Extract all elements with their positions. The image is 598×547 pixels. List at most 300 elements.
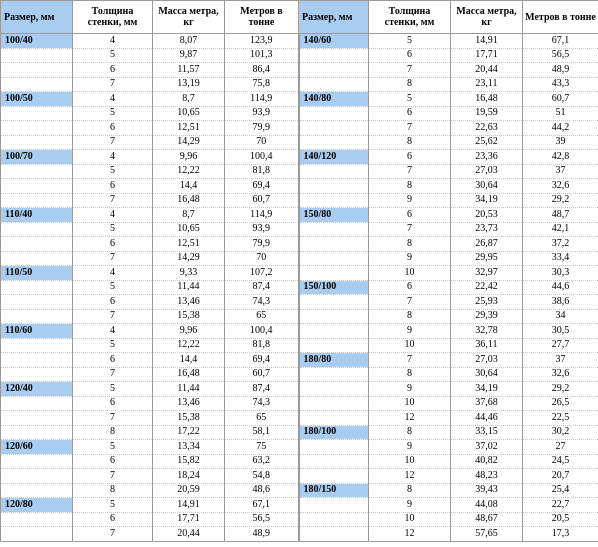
- right-size-cell: 180/150: [299, 483, 369, 498]
- header-size-right: Размер, мм: [299, 1, 369, 34]
- left-mass-per-meter-cell: 11,57: [153, 63, 225, 78]
- right-mass-per-meter-cell: 23,36: [451, 150, 523, 165]
- left-wall-thickness-cell: 4: [73, 324, 153, 339]
- left-meters-per-ton-cell: 74,3: [225, 295, 299, 310]
- table-row: [1, 309, 598, 324]
- left-mass-per-meter-cell: 9,87: [153, 48, 225, 63]
- right-wall-thickness-cell: 10: [369, 338, 451, 353]
- left-mass-per-meter-cell: 12,51: [153, 121, 225, 136]
- left-meters-per-ton-cell: 87,4: [225, 280, 299, 295]
- left-meters-per-ton-cell: 69,4: [225, 179, 299, 194]
- left-size-cell: [1, 425, 73, 440]
- left-meters-per-ton-cell: 56,5: [225, 512, 299, 527]
- left-wall-thickness-cell: 7: [73, 251, 153, 266]
- table-row: [1, 440, 598, 455]
- table-row: [1, 164, 598, 179]
- right-wall-thickness-cell: 6: [369, 48, 451, 63]
- left-wall-thickness-cell: 6: [73, 353, 153, 368]
- right-size-cell: [299, 63, 369, 78]
- right-wall-thickness-cell: 8: [369, 367, 451, 382]
- right-size-cell: [299, 469, 369, 484]
- right-wall-thickness-cell: 6: [369, 106, 451, 121]
- left-size-cell: [1, 106, 73, 121]
- right-size-cell: [299, 309, 369, 324]
- left-size-cell: 100/70: [1, 150, 73, 165]
- left-meters-per-ton-cell: 100,4: [225, 150, 299, 165]
- table-row: [1, 382, 598, 397]
- right-mass-per-meter-cell: 34,19: [451, 382, 523, 397]
- left-mass-per-meter-cell: 11,44: [153, 382, 225, 397]
- right-mass-per-meter-cell: 40,82: [451, 454, 523, 469]
- table-row: [1, 121, 598, 136]
- right-meters-per-ton-cell: 44,6: [523, 280, 598, 295]
- left-size-cell: [1, 483, 73, 498]
- right-meters-per-ton-cell: 20,5: [523, 512, 598, 527]
- left-size-cell: [1, 411, 73, 426]
- right-meters-per-ton-cell: 48,7: [523, 208, 598, 223]
- right-size-cell: [299, 48, 369, 63]
- header-meters-right: Метров в тонне: [523, 1, 598, 34]
- right-mass-per-meter-cell: 44,08: [451, 498, 523, 513]
- right-mass-per-meter-cell: 22,42: [451, 280, 523, 295]
- right-mass-per-meter-cell: 57,65: [451, 527, 523, 542]
- table-row: [1, 498, 598, 513]
- right-size-cell: [299, 338, 369, 353]
- left-meters-per-ton-cell: 87,4: [225, 382, 299, 397]
- right-mass-per-meter-cell: 25,93: [451, 295, 523, 310]
- right-meters-per-ton-cell: 51: [523, 106, 598, 121]
- left-wall-thickness-cell: 5: [73, 164, 153, 179]
- left-mass-per-meter-cell: 13,34: [153, 440, 225, 455]
- left-mass-per-meter-cell: 16,48: [153, 193, 225, 208]
- header-row: [1, 1, 598, 34]
- right-size-cell: 180/100: [299, 425, 369, 440]
- left-meters-per-ton-cell: 48,9: [225, 527, 299, 542]
- left-mass-per-meter-cell: 13,46: [153, 396, 225, 411]
- left-mass-per-meter-cell: 8,7: [153, 92, 225, 107]
- right-meters-per-ton-cell: 27: [523, 440, 598, 455]
- left-size-cell: 120/80: [1, 498, 73, 513]
- right-meters-per-ton-cell: 37,2: [523, 237, 598, 252]
- left-mass-per-meter-cell: 12,22: [153, 338, 225, 353]
- right-mass-per-meter-cell: 22,63: [451, 121, 523, 136]
- left-wall-thickness-cell: 7: [73, 193, 153, 208]
- left-wall-thickness-cell: 5: [73, 498, 153, 513]
- left-meters-per-ton-cell: 65: [225, 309, 299, 324]
- right-wall-thickness-cell: 7: [369, 63, 451, 78]
- right-wall-thickness-cell: 10: [369, 454, 451, 469]
- right-wall-thickness-cell: 8: [369, 425, 451, 440]
- right-mass-per-meter-cell: 32,78: [451, 324, 523, 339]
- right-meters-per-ton-cell: 26,5: [523, 396, 598, 411]
- right-size-cell: [299, 367, 369, 382]
- right-size-cell: [299, 164, 369, 179]
- left-mass-per-meter-cell: 10,65: [153, 222, 225, 237]
- right-wall-thickness-cell: 9: [369, 498, 451, 513]
- table-row: [1, 353, 598, 368]
- left-mass-per-meter-cell: 17,71: [153, 512, 225, 527]
- left-mass-per-meter-cell: 13,19: [153, 77, 225, 92]
- left-meters-per-ton-cell: 63,2: [225, 454, 299, 469]
- left-wall-thickness-cell: 6: [73, 454, 153, 469]
- left-meters-per-ton-cell: 75,8: [225, 77, 299, 92]
- right-wall-thickness-cell: 8: [369, 309, 451, 324]
- table-row: [1, 63, 598, 78]
- right-mass-per-meter-cell: 37,02: [451, 440, 523, 455]
- right-size-cell: [299, 77, 369, 92]
- right-meters-per-ton-cell: 42,1: [523, 222, 598, 237]
- left-size-cell: [1, 164, 73, 179]
- right-meters-per-ton-cell: 29,2: [523, 193, 598, 208]
- table-row: [1, 527, 598, 542]
- left-meters-per-ton-cell: 65: [225, 411, 299, 426]
- right-mass-per-meter-cell: 20,53: [451, 208, 523, 223]
- right-meters-per-ton-cell: 37: [523, 164, 598, 179]
- right-mass-per-meter-cell: 27,03: [451, 164, 523, 179]
- header-wall-right: Толщина стенки, мм: [369, 1, 451, 34]
- right-meters-per-ton-cell: 33,4: [523, 251, 598, 266]
- right-mass-per-meter-cell: 27,03: [451, 353, 523, 368]
- left-meters-per-ton-cell: 93,9: [225, 222, 299, 237]
- left-meters-per-ton-cell: 79,9: [225, 121, 299, 136]
- right-meters-per-ton-cell: 34: [523, 309, 598, 324]
- left-size-cell: [1, 63, 73, 78]
- left-meters-per-ton-cell: 86,4: [225, 63, 299, 78]
- right-size-cell: [299, 106, 369, 121]
- left-mass-per-meter-cell: 14,91: [153, 498, 225, 513]
- left-wall-thickness-cell: 5: [73, 382, 153, 397]
- left-meters-per-ton-cell: 100,4: [225, 324, 299, 339]
- left-wall-thickness-cell: 6: [73, 396, 153, 411]
- left-wall-thickness-cell: 7: [73, 135, 153, 150]
- left-wall-thickness-cell: 6: [73, 237, 153, 252]
- left-size-cell: [1, 396, 73, 411]
- table-row: [1, 454, 598, 469]
- right-size-cell: [299, 222, 369, 237]
- right-meters-per-ton-cell: 48,9: [523, 63, 598, 78]
- table-row: [1, 193, 598, 208]
- left-mass-per-meter-cell: 8,7: [153, 208, 225, 223]
- right-meters-per-ton-cell: 25,4: [523, 483, 598, 498]
- right-wall-thickness-cell: 9: [369, 324, 451, 339]
- table-row: [1, 425, 598, 440]
- right-size-cell: [299, 266, 369, 281]
- left-meters-per-ton-cell: 60,7: [225, 193, 299, 208]
- right-mass-per-meter-cell: 23,73: [451, 222, 523, 237]
- right-wall-thickness-cell: 8: [369, 237, 451, 252]
- left-mass-per-meter-cell: 11,44: [153, 280, 225, 295]
- left-wall-thickness-cell: 8: [73, 483, 153, 498]
- left-wall-thickness-cell: 7: [73, 367, 153, 382]
- right-meters-per-ton-cell: 44,2: [523, 121, 598, 136]
- left-wall-thickness-cell: 4: [73, 266, 153, 281]
- left-meters-per-ton-cell: 69,4: [225, 353, 299, 368]
- left-mass-per-meter-cell: 15,82: [153, 454, 225, 469]
- right-wall-thickness-cell: 12: [369, 527, 451, 542]
- table-row: [1, 483, 598, 498]
- left-mass-per-meter-cell: 9,96: [153, 324, 225, 339]
- left-size-cell: [1, 121, 73, 136]
- table-row: [1, 512, 598, 527]
- left-size-cell: 110/50: [1, 266, 73, 281]
- right-mass-per-meter-cell: 48,23: [451, 469, 523, 484]
- table-row: [1, 179, 598, 194]
- left-mass-per-meter-cell: 9,96: [153, 150, 225, 165]
- left-wall-thickness-cell: 7: [73, 77, 153, 92]
- right-size-cell: [299, 498, 369, 513]
- left-wall-thickness-cell: 4: [73, 208, 153, 223]
- left-meters-per-ton-cell: 81,8: [225, 164, 299, 179]
- right-mass-per-meter-cell: 32,97: [451, 266, 523, 281]
- right-wall-thickness-cell: 9: [369, 193, 451, 208]
- right-size-cell: 150/100: [299, 280, 369, 295]
- left-meters-per-ton-cell: 70: [225, 135, 299, 150]
- left-size-cell: 110/60: [1, 324, 73, 339]
- left-meters-per-ton-cell: 58,1: [225, 425, 299, 440]
- left-meters-per-ton-cell: 60,7: [225, 367, 299, 382]
- left-size-cell: 100/50: [1, 92, 73, 107]
- right-wall-thickness-cell: 5: [369, 92, 451, 107]
- left-meters-per-ton-cell: 48,6: [225, 483, 299, 498]
- left-meters-per-ton-cell: 114,9: [225, 208, 299, 223]
- left-size-cell: [1, 179, 73, 194]
- right-wall-thickness-cell: 6: [369, 280, 451, 295]
- right-wall-thickness-cell: 12: [369, 469, 451, 484]
- right-meters-per-ton-cell: 32,6: [523, 179, 598, 194]
- right-meters-per-ton-cell: 17,3: [523, 527, 598, 542]
- right-size-cell: [299, 411, 369, 426]
- left-wall-thickness-cell: 4: [73, 150, 153, 165]
- left-wall-thickness-cell: 7: [73, 469, 153, 484]
- header-mass-right: Масса метра, кг: [451, 1, 523, 34]
- left-mass-per-meter-cell: 12,51: [153, 237, 225, 252]
- left-mass-per-meter-cell: 13,46: [153, 295, 225, 310]
- right-meters-per-ton-cell: 20,7: [523, 469, 598, 484]
- left-mass-per-meter-cell: 14,4: [153, 179, 225, 194]
- right-mass-per-meter-cell: 29,95: [451, 251, 523, 266]
- right-size-cell: [299, 382, 369, 397]
- right-wall-thickness-cell: 7: [369, 295, 451, 310]
- right-mass-per-meter-cell: 48,67: [451, 512, 523, 527]
- left-meters-per-ton-cell: 93,9: [225, 106, 299, 121]
- table-row: [1, 266, 598, 281]
- right-wall-thickness-cell: 6: [369, 208, 451, 223]
- right-mass-per-meter-cell: 29,39: [451, 309, 523, 324]
- right-mass-per-meter-cell: 44,46: [451, 411, 523, 426]
- right-meters-per-ton-cell: 22,7: [523, 498, 598, 513]
- table-row: [1, 135, 598, 150]
- right-mass-per-meter-cell: 16,48: [451, 92, 523, 107]
- left-wall-thickness-cell: 6: [73, 295, 153, 310]
- table-row: [1, 92, 598, 107]
- left-size-cell: [1, 237, 73, 252]
- right-size-cell: [299, 121, 369, 136]
- right-mass-per-meter-cell: 36,11: [451, 338, 523, 353]
- right-meters-per-ton-cell: 56,5: [523, 48, 598, 63]
- right-size-cell: [299, 193, 369, 208]
- left-size-cell: [1, 353, 73, 368]
- right-meters-per-ton-cell: 30,2: [523, 425, 598, 440]
- left-wall-thickness-cell: 5: [73, 440, 153, 455]
- right-mass-per-meter-cell: 37,68: [451, 396, 523, 411]
- right-meters-per-ton-cell: 43,3: [523, 77, 598, 92]
- table-row: [1, 251, 598, 266]
- right-mass-per-meter-cell: 26,87: [451, 237, 523, 252]
- right-size-cell: 140/60: [299, 34, 369, 49]
- right-meters-per-ton-cell: 67,1: [523, 34, 598, 49]
- table-row: [1, 222, 598, 237]
- left-meters-per-ton-cell: 67,1: [225, 498, 299, 513]
- left-wall-thickness-cell: 5: [73, 280, 153, 295]
- left-mass-per-meter-cell: 12,22: [153, 164, 225, 179]
- table-row: [1, 48, 598, 63]
- left-size-cell: 120/60: [1, 440, 73, 455]
- right-size-cell: [299, 251, 369, 266]
- left-size-cell: [1, 469, 73, 484]
- right-wall-thickness-cell: 9: [369, 440, 451, 455]
- header-meters-left: Метров в тонне: [225, 1, 299, 34]
- right-meters-per-ton-cell: 30,3: [523, 266, 598, 281]
- left-size-cell: [1, 77, 73, 92]
- left-size-cell: 100/40: [1, 34, 73, 49]
- left-size-cell: [1, 338, 73, 353]
- right-size-cell: [299, 179, 369, 194]
- right-size-cell: [299, 396, 369, 411]
- right-wall-thickness-cell: 6: [369, 150, 451, 165]
- right-wall-thickness-cell: 8: [369, 179, 451, 194]
- left-meters-per-ton-cell: 81,8: [225, 338, 299, 353]
- left-meters-per-ton-cell: 107,2: [225, 266, 299, 281]
- left-size-cell: [1, 295, 73, 310]
- right-size-cell: [299, 527, 369, 542]
- right-size-cell: [299, 135, 369, 150]
- right-wall-thickness-cell: 10: [369, 396, 451, 411]
- right-meters-per-ton-cell: 39: [523, 135, 598, 150]
- left-mass-per-meter-cell: 14,29: [153, 251, 225, 266]
- right-wall-thickness-cell: 10: [369, 266, 451, 281]
- left-mass-per-meter-cell: 9,33: [153, 266, 225, 281]
- left-mass-per-meter-cell: 20,44: [153, 527, 225, 542]
- right-meters-per-ton-cell: 30,5: [523, 324, 598, 339]
- left-size-cell: [1, 280, 73, 295]
- table-row: [1, 77, 598, 92]
- left-wall-thickness-cell: 5: [73, 338, 153, 353]
- left-size-cell: [1, 193, 73, 208]
- right-size-cell: 180/80: [299, 353, 369, 368]
- right-mass-per-meter-cell: 19,59: [451, 106, 523, 121]
- right-meters-per-ton-cell: 24,5: [523, 454, 598, 469]
- table-row: [1, 106, 598, 121]
- right-meters-per-ton-cell: 37: [523, 353, 598, 368]
- right-wall-thickness-cell: 8: [369, 135, 451, 150]
- table-header: [1, 1, 598, 34]
- left-size-cell: [1, 48, 73, 63]
- left-mass-per-meter-cell: 14,4: [153, 353, 225, 368]
- left-size-cell: [1, 222, 73, 237]
- right-mass-per-meter-cell: 30,64: [451, 179, 523, 194]
- left-meters-per-ton-cell: 54,8: [225, 469, 299, 484]
- table-row: [1, 396, 598, 411]
- left-wall-thickness-cell: 7: [73, 527, 153, 542]
- left-mass-per-meter-cell: 15,38: [153, 309, 225, 324]
- table-row: [1, 324, 598, 339]
- left-wall-thickness-cell: 6: [73, 512, 153, 527]
- right-meters-per-ton-cell: 27,7: [523, 338, 598, 353]
- left-wall-thickness-cell: 6: [73, 121, 153, 136]
- left-wall-thickness-cell: 4: [73, 34, 153, 49]
- left-wall-thickness-cell: 8: [73, 425, 153, 440]
- left-meters-per-ton-cell: 74,3: [225, 396, 299, 411]
- left-size-cell: [1, 251, 73, 266]
- right-meters-per-ton-cell: 38,6: [523, 295, 598, 310]
- right-wall-thickness-cell: 12: [369, 411, 451, 426]
- right-mass-per-meter-cell: 17,71: [451, 48, 523, 63]
- table-row: [1, 295, 598, 310]
- left-size-cell: [1, 512, 73, 527]
- header-mass-left: Масса метра, кг: [153, 1, 225, 34]
- left-mass-per-meter-cell: 20,59: [153, 483, 225, 498]
- right-meters-per-ton-cell: 60,7: [523, 92, 598, 107]
- right-wall-thickness-cell: 5: [369, 34, 451, 49]
- header-wall-left: Толщина стенки, мм: [73, 1, 153, 34]
- right-wall-thickness-cell: 8: [369, 483, 451, 498]
- right-size-cell: 140/120: [299, 150, 369, 165]
- table-row: [1, 338, 598, 353]
- right-meters-per-ton-cell: 32,6: [523, 367, 598, 382]
- right-meters-per-ton-cell: 42,8: [523, 150, 598, 165]
- left-size-cell: [1, 527, 73, 542]
- right-mass-per-meter-cell: 30,64: [451, 367, 523, 382]
- left-size-cell: [1, 309, 73, 324]
- left-meters-per-ton-cell: 101,3: [225, 48, 299, 63]
- right-size-cell: 140/80: [299, 92, 369, 107]
- header-size-left: Размер, мм: [1, 1, 73, 34]
- table-row: [1, 469, 598, 484]
- left-mass-per-meter-cell: 17,22: [153, 425, 225, 440]
- left-size-cell: 120/40: [1, 382, 73, 397]
- table-row: [1, 367, 598, 382]
- left-meters-per-ton-cell: 79,9: [225, 237, 299, 252]
- right-size-cell: [299, 295, 369, 310]
- table-body: [1, 34, 598, 542]
- right-mass-per-meter-cell: 14,91: [451, 34, 523, 49]
- left-meters-per-ton-cell: 70: [225, 251, 299, 266]
- right-mass-per-meter-cell: 25,62: [451, 135, 523, 150]
- right-size-cell: [299, 440, 369, 455]
- table-row: [1, 237, 598, 252]
- right-size-cell: [299, 512, 369, 527]
- right-size-cell: [299, 324, 369, 339]
- left-mass-per-meter-cell: 15,38: [153, 411, 225, 426]
- left-mass-per-meter-cell: 16,48: [153, 367, 225, 382]
- left-wall-thickness-cell: 4: [73, 92, 153, 107]
- right-meters-per-ton-cell: 29,2: [523, 382, 598, 397]
- right-mass-per-meter-cell: 34,19: [451, 193, 523, 208]
- right-wall-thickness-cell: 7: [369, 164, 451, 179]
- right-wall-thickness-cell: 7: [369, 121, 451, 136]
- left-wall-thickness-cell: 6: [73, 63, 153, 78]
- right-meters-per-ton-cell: 22,5: [523, 411, 598, 426]
- left-mass-per-meter-cell: 8,07: [153, 34, 225, 49]
- left-wall-thickness-cell: 5: [73, 222, 153, 237]
- left-size-cell: [1, 135, 73, 150]
- left-wall-thickness-cell: 7: [73, 411, 153, 426]
- right-wall-thickness-cell: 10: [369, 512, 451, 527]
- left-wall-thickness-cell: 6: [73, 179, 153, 194]
- right-wall-thickness-cell: 7: [369, 222, 451, 237]
- left-size-cell: [1, 367, 73, 382]
- left-meters-per-ton-cell: 75: [225, 440, 299, 455]
